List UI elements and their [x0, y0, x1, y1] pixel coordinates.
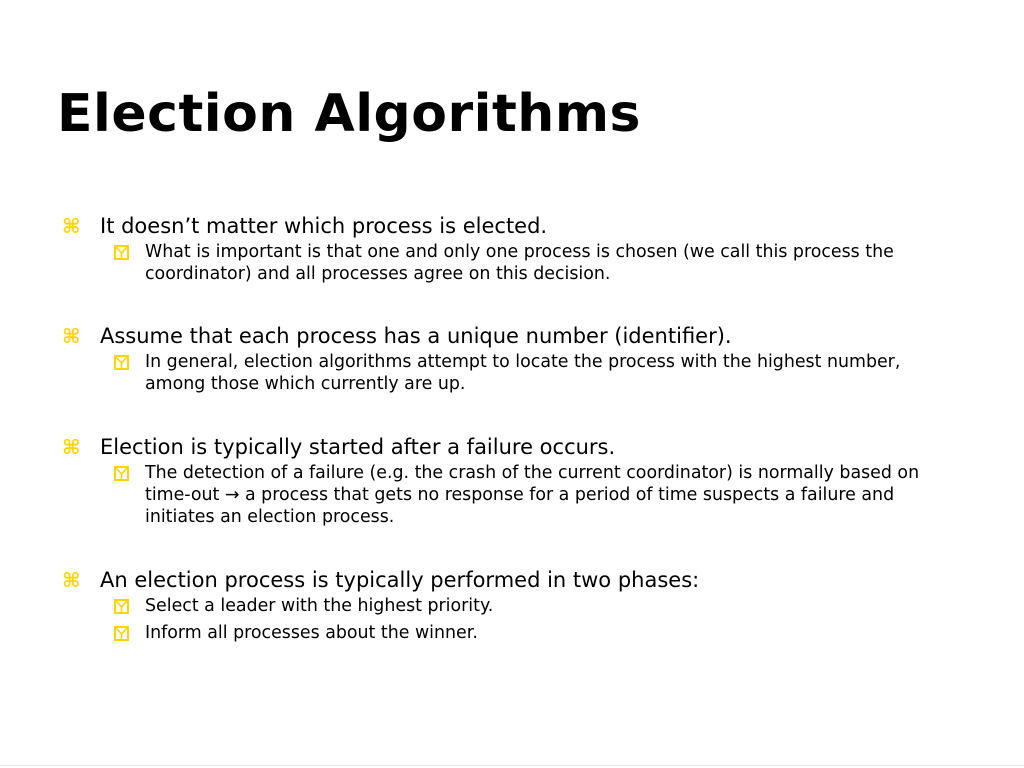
bullet-text: It doesn’t matter which process is elected. — [100, 214, 548, 238]
sub-bullet-item — [0, 351, 1024, 395]
sub-bullet-text: Select a leader with the highest priority. — [145, 596, 494, 616]
sub-bullet-item — [0, 462, 1024, 528]
sub-bullet-text: What is important is that one and only one process is chosen (we call this process the coordinator) and all processes agree on this decision. — [145, 242, 894, 284]
checkbox-icon — [114, 355, 129, 370]
footer-divider — [0, 765, 1024, 766]
checkbox-icon — [114, 245, 129, 260]
command-key-bullet-icon: ⌘ — [62, 568, 81, 592]
bullet-text: Assume that each process has a unique number (identifier). — [100, 324, 732, 348]
bullet-group-1 — [0, 212, 1024, 285]
slide-title: Election Algorithms — [57, 84, 641, 144]
bullet-item — [0, 433, 1024, 461]
bullet-item — [0, 212, 1024, 240]
checkbox-icon — [114, 599, 129, 614]
sub-bullet-text: The detection of a failure (e.g. the crash of the current coordinator) is normally based on time-out → a process that gets no response for a period of time suspects a failure and initiates an election process. — [145, 463, 920, 527]
sub-bullet-item — [0, 595, 1024, 617]
command-key-bullet-icon: ⌘ — [62, 214, 81, 238]
bullet-group-4 — [0, 566, 1024, 644]
bullet-text: An election process is typically performed in two phases: — [100, 568, 700, 592]
sub-bullet-text: In general, election algorithms attempt to locate the process with the highest number, among those which currently are up. — [145, 352, 901, 394]
checkbox-icon — [114, 466, 129, 481]
command-key-bullet-icon: ⌘ — [62, 324, 81, 348]
bullet-text: Election is typically started after a failure occurs. — [100, 435, 616, 459]
bullet-item — [0, 566, 1024, 594]
command-key-bullet-icon: ⌘ — [62, 435, 81, 459]
bullet-group-2 — [0, 322, 1024, 395]
bullet-item — [0, 322, 1024, 350]
checkbox-icon — [114, 626, 129, 641]
bullet-group-3 — [0, 433, 1024, 528]
sub-bullet-item — [0, 241, 1024, 285]
sub-bullet-text: Inform all processes about the winner. — [145, 623, 478, 643]
sub-bullet-item — [0, 622, 1024, 644]
